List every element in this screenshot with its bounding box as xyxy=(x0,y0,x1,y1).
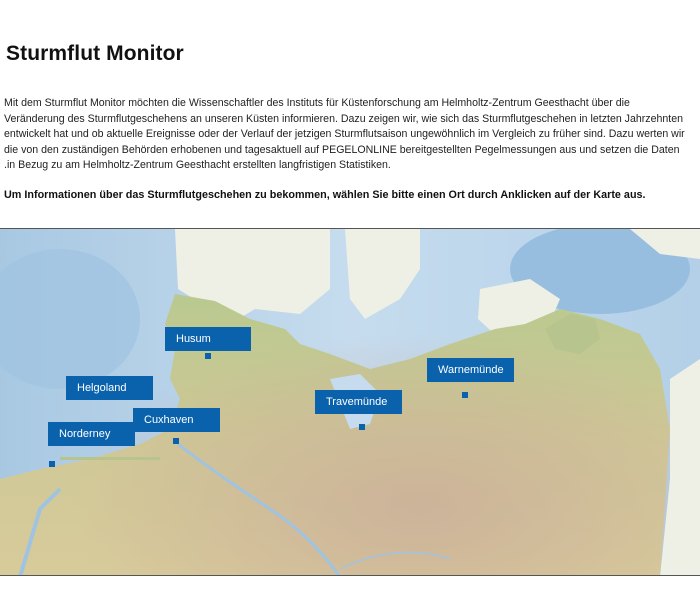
location-label-husum[interactable]: Husum xyxy=(165,327,251,351)
intro-line: entwickelt hat und ob aktuelle Ereignisse oder der Verlauf der jetzigen Sturmflutsaison ungewöhnlich im Vergleich zu früher sind. Dazu werten wir xyxy=(4,128,685,141)
intro-paragraph xyxy=(4,96,700,174)
location-label-helgoland[interactable]: Helgoland xyxy=(66,376,153,400)
map-instruction: Um Informationen über das Sturmflutgeschehen zu bekommen, wählen Sie bitte einen Ort durch Anklicken auf der Karte aus. xyxy=(4,189,646,201)
location-marker-cuxhaven[interactable] xyxy=(173,438,179,444)
location-marker-husum[interactable] xyxy=(205,353,211,359)
intro-line: die von den zuständigen Behörden erhobenen und tagesaktuell auf PEGELONLINE bereitgestellten Pegelmessungen aus und setzen die Daten xyxy=(4,143,680,156)
location-marker-travemuende[interactable] xyxy=(359,424,365,430)
location-label-cuxhaven[interactable]: Cuxhaven xyxy=(133,408,220,432)
intro-line: Veränderung des Sturmflutgeschehens an unseren Küsten informieren. Dazu zeigen wir, wie sich das Sturmflutgeschehen in letzten Jahrzehnten xyxy=(4,112,683,125)
location-label-norderney[interactable]: Norderney xyxy=(48,422,135,446)
page-title: Sturmflut Monitor xyxy=(6,42,184,65)
intro-line: Mit dem Sturmflut Monitor möchten die Wissenschaftler des Instituts für Küstenforschung am Helmholtz-Zentrum Geesthacht über die xyxy=(4,97,630,109)
location-label-warnemuende[interactable]: Warnemünde xyxy=(427,358,514,382)
location-label-travemuende[interactable]: Travemünde xyxy=(315,390,402,414)
coast-map[interactable] xyxy=(0,228,700,576)
intro-line: .in Bezug zu am Helmholtz-Zentrum Geesthacht erstellten langfristigen Statistiken. xyxy=(4,159,391,172)
location-marker-warnemuende[interactable] xyxy=(462,392,468,398)
location-marker-norderney[interactable] xyxy=(49,461,55,467)
